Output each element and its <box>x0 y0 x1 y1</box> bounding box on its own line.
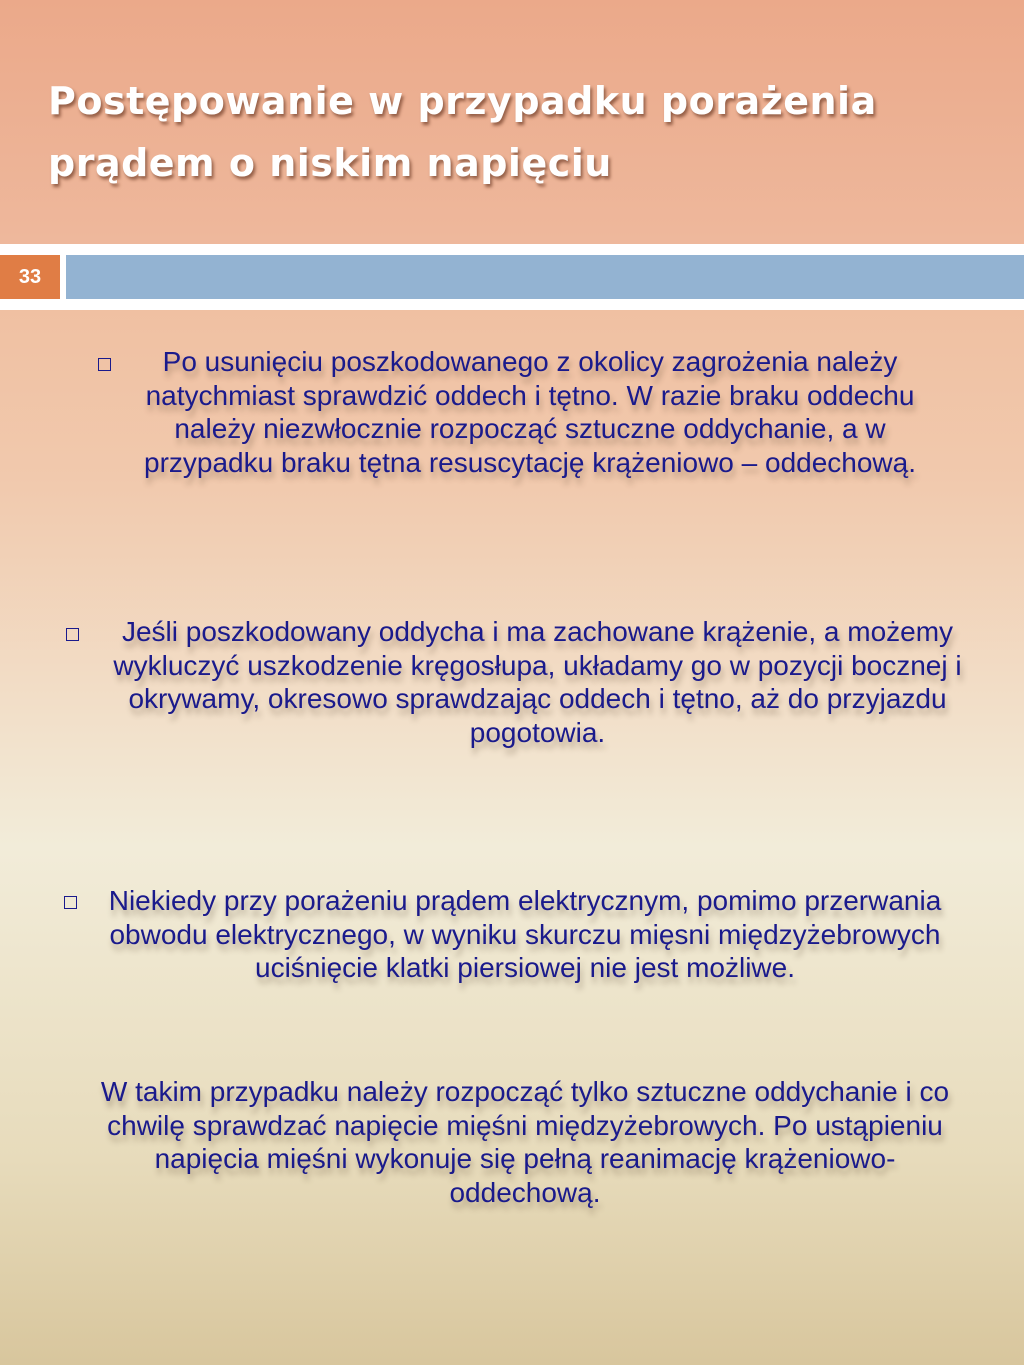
bullet-square-icon <box>66 628 79 641</box>
bullet-paragraph-3: Niekiedy przy porażeniu prądem elektrycznym, pomimo przerwania obwodu elektrycznego, w wyniku skurczu mięsni międzyżebrowych uciśnięcie klatki piersiowej nie jest możliwe. <box>108 885 942 983</box>
bullet-square-icon <box>64 896 77 909</box>
accent-bar <box>66 255 1024 299</box>
bullet-paragraph-1: Po usunięciu poszkodowanego z okolicy zagrożenia należy natychmiast sprawdzić oddech i tętno. W razie braku oddechu należy niezwłocznie rozpocząć sztuczne oddychanie, a w przypadku braku tętna resuscytację krążeniowo – oddechową. <box>144 346 916 478</box>
slide-number: 33 <box>0 255 60 299</box>
paragraph-4: W takim przypadku należy rozpocząć tylko sztuczne oddychanie i co chwilę sprawdzać napięcie mięśni międzyżebrowych. Po ustąpieniu napięcia mięśni wykonuje się pełną reanimację krążeniowo-oddechową. <box>100 1076 950 1208</box>
title-area <box>0 0 1024 244</box>
bullet-paragraph-2: Jeśli poszkodowany oddycha i ma zachowane krążenie, a możemy wykluczyć uszkodzenie kręgosłupa, układamy go w pozycji bocznej i okrywamy, okresowo sprawdzając oddech i tętno, aż do przyjazdu pogotowia. <box>113 616 962 748</box>
slide-title: Postępowanie w przypadku porażenia prądem o niskim napięciu <box>48 79 877 185</box>
